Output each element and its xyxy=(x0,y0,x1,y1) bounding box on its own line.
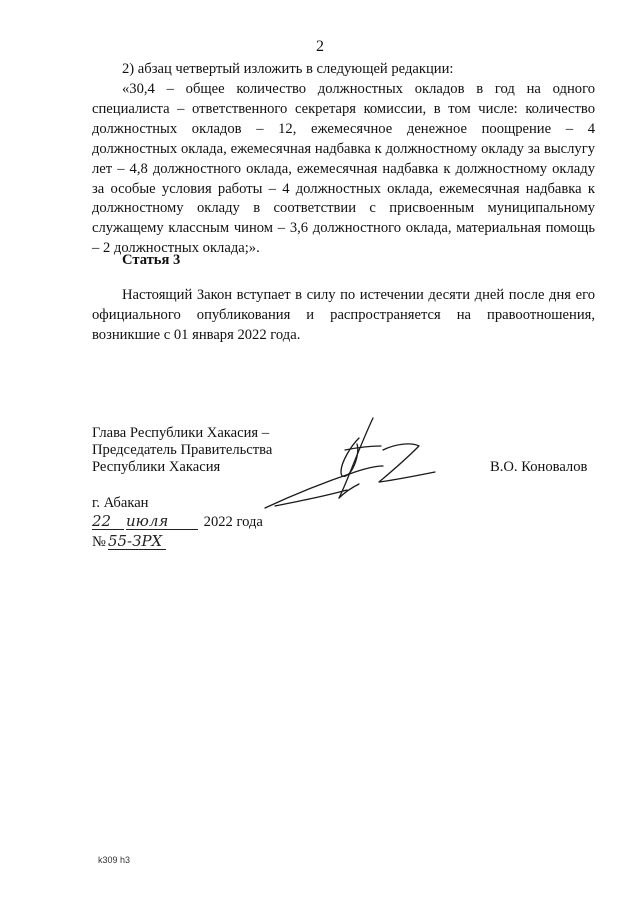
number-prefix: № xyxy=(92,534,106,550)
signer-title-block xyxy=(92,425,272,476)
signer-name: В.О. Коновалов xyxy=(490,459,588,475)
signing-date xyxy=(92,513,263,531)
page-number: 2 xyxy=(316,38,324,55)
handwritten-day: 22 xyxy=(92,513,124,530)
paragraph-amendment-text: «30,4 – общее количество должностных окладов в год на одного специалиста – ответственного секретаря комиссии, в том числе: количество должностных окладов – 12, ежемесячное денежное поощрение – 4 должностных оклада, ежемесячная надбавка к должностному окладу за выслугу лет – 4,8 должностного оклада, ежемесячная надбавка к должностному окладу за особые условия работы – 4 должностных оклада, ежемесячная надбавка к должностному окладу в соответствии с присвоенным муниципальному служащему классным чином – 3,6 должностного оклада, материальная помощь – 2 должностных оклада;». xyxy=(92,81,595,257)
law-number xyxy=(92,533,166,551)
article-heading: Статья 3 xyxy=(122,252,181,268)
footer-code: k309 h3 xyxy=(98,855,131,865)
signer-title-line: Республики Хакасия xyxy=(92,459,221,475)
handwritten-signature xyxy=(255,410,445,520)
signer-title-line: Председатель Правительства xyxy=(92,442,273,458)
handwritten-law-number: 55-ЗРХ xyxy=(108,533,166,550)
paragraph-effective-date: Настоящий Закон вступает в силу по истечении десяти дней после дня его официального опубликования и распространяется на правоотношения, возникшие с 01 января 2022 года. xyxy=(92,287,595,343)
signer-title-line: Глава Республики Хакасия – xyxy=(92,425,270,441)
year-text: 2022 года xyxy=(203,514,263,530)
handwritten-month: июля xyxy=(126,513,198,530)
city: г. Абакан xyxy=(92,495,149,511)
paragraph-amendment-intro: 2) абзац четвертый изложить в следующей редакции: xyxy=(122,61,454,77)
